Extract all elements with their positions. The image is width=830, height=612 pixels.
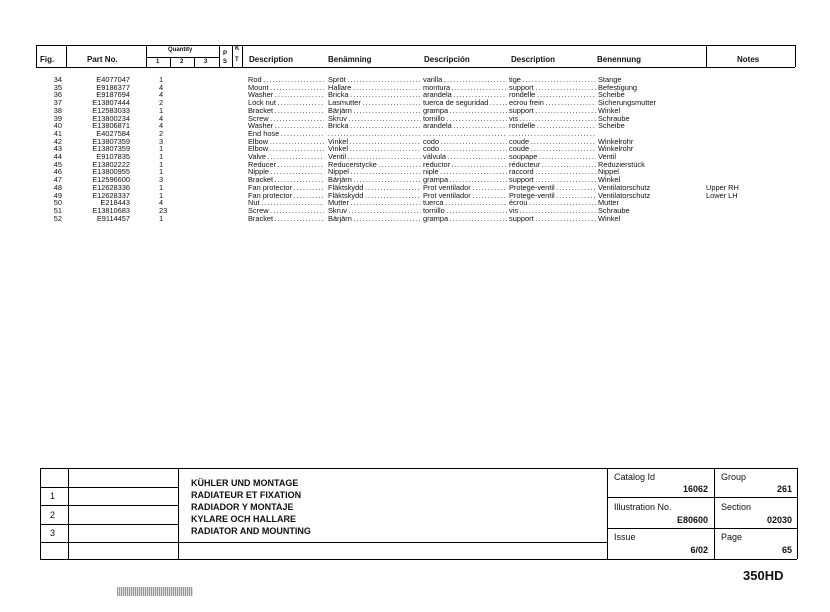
header-part-no: Part No. [87, 55, 118, 64]
row-descripcion-text: válvula [423, 153, 447, 161]
row-description-en-text: End hose [248, 129, 280, 138]
row-benamning-text: Bricka [328, 122, 349, 131]
row-descripcion-text: arandela [423, 122, 452, 131]
row-description-en-text: Screw [248, 114, 269, 123]
header-descripcion: Descripción [424, 55, 470, 64]
row-fig: 44 [53, 152, 62, 161]
row-fig: 43 [53, 144, 62, 154]
row-description-fr-text: rondelle [509, 91, 536, 100]
row-description-en-text: Bracket [248, 176, 274, 185]
group-value: 261 [776, 484, 792, 494]
row-benamning-text: Skruv [328, 206, 347, 215]
row-part-no: E13800234 [92, 113, 130, 123]
row-benamning-text: Nippel [328, 168, 349, 177]
row-benamning [328, 215, 421, 223]
row-description-en-text: Screw [248, 206, 269, 215]
row-descripcion-text: tuerca [423, 199, 444, 208]
header-kit-k: K [235, 46, 240, 52]
row-quantity: 3 [159, 136, 164, 146]
row-benamning-text: Ventil [328, 153, 347, 161]
row-fig: 42 [53, 136, 62, 146]
row-description-fr-text: support [509, 214, 534, 223]
row-description-fr-text: soupape [509, 153, 538, 161]
row-part-no: E9107835 [96, 152, 130, 161]
row-descripcion-text: Prot ventilador [423, 191, 471, 200]
revision-row-2: 2 [50, 510, 56, 520]
row-descripcion-text: codo [423, 145, 440, 154]
group-label: Group [721, 472, 747, 482]
row-quantity: 4 [159, 121, 164, 131]
header-description-fr: Description [511, 55, 556, 64]
row-benamning-text: Bricka [328, 91, 349, 100]
header-benennung: Benennung [597, 55, 641, 64]
row-benamning-text: Vinkel [328, 145, 348, 154]
row-fig: 39 [53, 113, 62, 123]
row-description-fr-text: vis [509, 114, 519, 123]
row-fig: 46 [53, 167, 62, 177]
row-description-en-text: Fan protector [248, 191, 292, 200]
row-description-en-text: Bracket [248, 214, 274, 223]
header-kit-t: T [235, 57, 239, 63]
section-value: 02030 [766, 515, 792, 525]
row-part-no: E9186377 [96, 82, 130, 92]
row-benamning-text: Bärjärn [328, 106, 352, 115]
row-fig: 49 [53, 190, 62, 200]
row-description-fr-text: tige [509, 76, 521, 84]
row-benennung: Sicherungsmutter [598, 98, 656, 108]
revision-row-3: 3 [50, 528, 56, 538]
row-part-no: E9187694 [96, 90, 130, 100]
row-description-fr-text: Protege-ventil [509, 191, 555, 200]
row-quantity: 1 [159, 105, 164, 115]
row-description-fr-text: Protege-ventil [509, 183, 555, 192]
row-description-fr-text: support [509, 106, 534, 115]
row-descripcion-text: varilla [423, 76, 443, 84]
row-descripcion-text: Prot ventilador [423, 183, 471, 192]
row-quantity: 1 [159, 152, 164, 161]
row-descripcion-text: montura [423, 83, 451, 92]
header-ps-s: S [223, 59, 228, 65]
row-part-no: E13802222 [92, 159, 130, 169]
dot-leader [448, 215, 507, 223]
catalog-id-label: Catalog Id [614, 472, 656, 482]
row-notes: Lower LH [706, 190, 738, 200]
row-description-fr-text: rondelle [509, 122, 536, 131]
row-descripcion-text: grampa [423, 214, 449, 223]
row-quantity: 1 [159, 75, 164, 84]
row-descripcion-text: niple [423, 168, 439, 177]
dot-leader [534, 215, 596, 223]
row-benennung: Ventilatorschutz [598, 182, 651, 192]
row-quantity: 3 [159, 175, 164, 185]
row-benamning-text: Reducerstycke [328, 160, 377, 169]
row-quantity: 1 [159, 182, 164, 192]
row-benamning-text: Spröt [328, 76, 346, 84]
title-en: RADIATOR AND MOUNTING [191, 526, 311, 536]
title-es: RADIADOR Y MONTAJE [191, 502, 294, 512]
row-fig: 45 [53, 159, 62, 169]
row-benennung: Scheibe [598, 90, 625, 100]
row-benennung: Winkel [598, 175, 621, 185]
row-benennung: Stange [598, 75, 622, 84]
row-descripcion-text: reductor [423, 160, 451, 169]
row-quantity: 2 [159, 128, 164, 138]
row-description-en-text: Rod [248, 76, 262, 84]
header-qty-3: 3 [204, 59, 208, 65]
dot-leader [352, 215, 421, 223]
row-quantity: 23 [159, 205, 168, 215]
title-de: KÜHLER UND MONTAGE [191, 478, 299, 488]
row-description-fr-text: réducteur [509, 160, 541, 169]
row-quantity: 4 [159, 113, 164, 123]
row-description-en-text: Bracket [248, 106, 274, 115]
row-benamning-text: Bärjärn [328, 176, 352, 185]
row-part-no: E13807359 [92, 136, 130, 146]
row-fig: 52 [53, 213, 62, 223]
row-benamning-text: Vinkel [328, 137, 348, 146]
row-benamning-text: Hallare [328, 83, 352, 92]
header-ps-p: P [223, 51, 228, 57]
row-description-fr-text: écrou [509, 199, 528, 208]
row-quantity: 1 [159, 159, 164, 169]
illustration-value: E80600 [676, 515, 708, 525]
row-quantity: 2 [159, 98, 164, 108]
row-fig: 37 [53, 98, 62, 108]
row-descripcion-text: arandela [423, 91, 452, 100]
model-number: 350HD [743, 568, 784, 583]
row-benamning-text: Bärjärn [328, 214, 352, 223]
row-description-en-text: Mount [248, 83, 269, 92]
row-benennung: Winkelrohr [598, 136, 634, 146]
row-descripcion-text: codo [423, 137, 440, 146]
row-benamning-text: Lasmutter [328, 99, 361, 108]
row-benennung: Schraube [598, 205, 630, 215]
row-description-fr-text: raccord [509, 168, 534, 177]
row-quantity: 4 [159, 82, 164, 92]
row-part-no: E12596600 [92, 175, 130, 185]
row-benennung: Winkel [598, 105, 621, 115]
title-fr: RADIATEUR ET FIXATION [191, 490, 302, 500]
row-benennung: Winkelrohr [598, 144, 634, 154]
row-quantity: 1 [159, 144, 164, 154]
header-fig: Fig. [40, 55, 55, 64]
title-sv: KYLARE OCH HALLARE [191, 514, 296, 524]
row-description-fr [509, 215, 596, 223]
row-fig: 35 [53, 82, 62, 92]
row-part-no: E13800955 [92, 167, 130, 177]
row-description-en-text: Fan protector [248, 183, 292, 192]
row-benennung: Ventilatorschutz [598, 190, 651, 200]
row-part-no: E12583033 [92, 105, 130, 115]
section-label: Section [721, 502, 752, 512]
row-quantity: 1 [159, 190, 164, 200]
row-fig: 47 [53, 175, 62, 185]
row-benamning-text: Fläktskydd [328, 191, 364, 200]
row-fig: 36 [53, 90, 62, 100]
row-fig: 48 [53, 182, 62, 192]
row-description-en-text: Nut [248, 199, 260, 208]
row-description-fr-text: vis [509, 206, 519, 215]
row-descripcion-text: tornillo [423, 114, 445, 123]
row-part-no: E12628336 [92, 182, 130, 192]
header-quantity: Quantity [168, 47, 193, 53]
row-description-en-text: Elbow [248, 137, 269, 146]
row-quantity: 4 [159, 198, 164, 208]
row-benennung: Reduzierstück [598, 159, 645, 169]
row-fig: 51 [53, 205, 62, 215]
row-fig: 40 [53, 121, 62, 131]
issue-value: 6/02 [690, 545, 708, 555]
row-benennung: Ventil [598, 152, 617, 161]
row-fig: 34 [53, 75, 62, 84]
row-fig: 38 [53, 105, 62, 115]
row-part-no: E4027584 [96, 128, 130, 138]
row-descripcion-text: grampa [423, 106, 449, 115]
row-description-en-text: Washer [248, 91, 274, 100]
row-benamning-text: Skruv [328, 114, 347, 123]
row-part-no: E9114457 [96, 213, 130, 223]
row-quantity: 1 [159, 213, 164, 223]
row-descripcion-text: tuerca de seguridad [423, 99, 489, 108]
dot-leader [273, 215, 324, 223]
row-description-en-text: Lock nut [248, 99, 276, 108]
scan-barcode-mark [117, 587, 193, 596]
row-description-en-text: Elbow [248, 145, 269, 154]
illustration-label: Illustration No. [614, 502, 672, 512]
issue-label: Issue [614, 532, 636, 542]
row-quantity: 1 [159, 167, 164, 177]
header-notes: Notes [737, 55, 760, 64]
revision-row-1: 1 [50, 491, 56, 501]
row-description-fr-text: coude [509, 145, 530, 154]
header-benamning: Benämning [328, 55, 372, 64]
row-benennung: Scheibe [598, 121, 625, 131]
row-descripcion-text: tornillo [423, 206, 445, 215]
row-part-no: E13807359 [92, 144, 130, 154]
row-part-no: E4077047 [96, 75, 130, 84]
page-label: Page [721, 532, 743, 542]
row-description-en-text: Reducer [248, 160, 276, 169]
row-descripcion-text: grampa [423, 176, 449, 185]
row-description-fr-text: ecrou frein [509, 99, 544, 108]
header-description-en: Description [249, 55, 294, 64]
row-description-fr-text: coude [509, 137, 530, 146]
row-benamning-text: Mutter [328, 199, 349, 208]
row-descripcion [423, 215, 507, 223]
row-part-no: E12628337 [92, 190, 130, 200]
row-benennung: Mutter [598, 198, 619, 208]
row-benennung: Befestigung [598, 82, 638, 92]
row-description-fr-text: support [509, 176, 534, 185]
row-description-fr-text: support [509, 83, 534, 92]
row-benennung: Schraube [598, 113, 630, 123]
row-part-no: E13807444 [92, 98, 130, 108]
row-fig: 41 [53, 128, 62, 138]
page-value: 65 [781, 545, 792, 555]
row-description-en-text: Washer [248, 122, 274, 131]
row-benennung: Nippel [598, 167, 619, 177]
row-description-en-text: Valve [248, 153, 266, 161]
header-qty-2: 2 [180, 59, 184, 65]
row-part-no: E13806871 [92, 121, 130, 131]
row-benamning-text: Fläktskydd [328, 183, 364, 192]
catalog-id-value: 16062 [682, 484, 708, 494]
row-part-no: E218443 [100, 198, 130, 208]
row-description-en [248, 215, 324, 223]
row-quantity: 4 [159, 90, 164, 100]
row-fig: 50 [53, 198, 62, 208]
header-qty-1: 1 [156, 59, 160, 65]
row-notes: Upper RH [706, 182, 739, 192]
row-description-en-text: Nipple [248, 168, 269, 177]
row-part-no: E13810683 [92, 205, 130, 215]
row-benennung: Winkel [598, 213, 621, 223]
